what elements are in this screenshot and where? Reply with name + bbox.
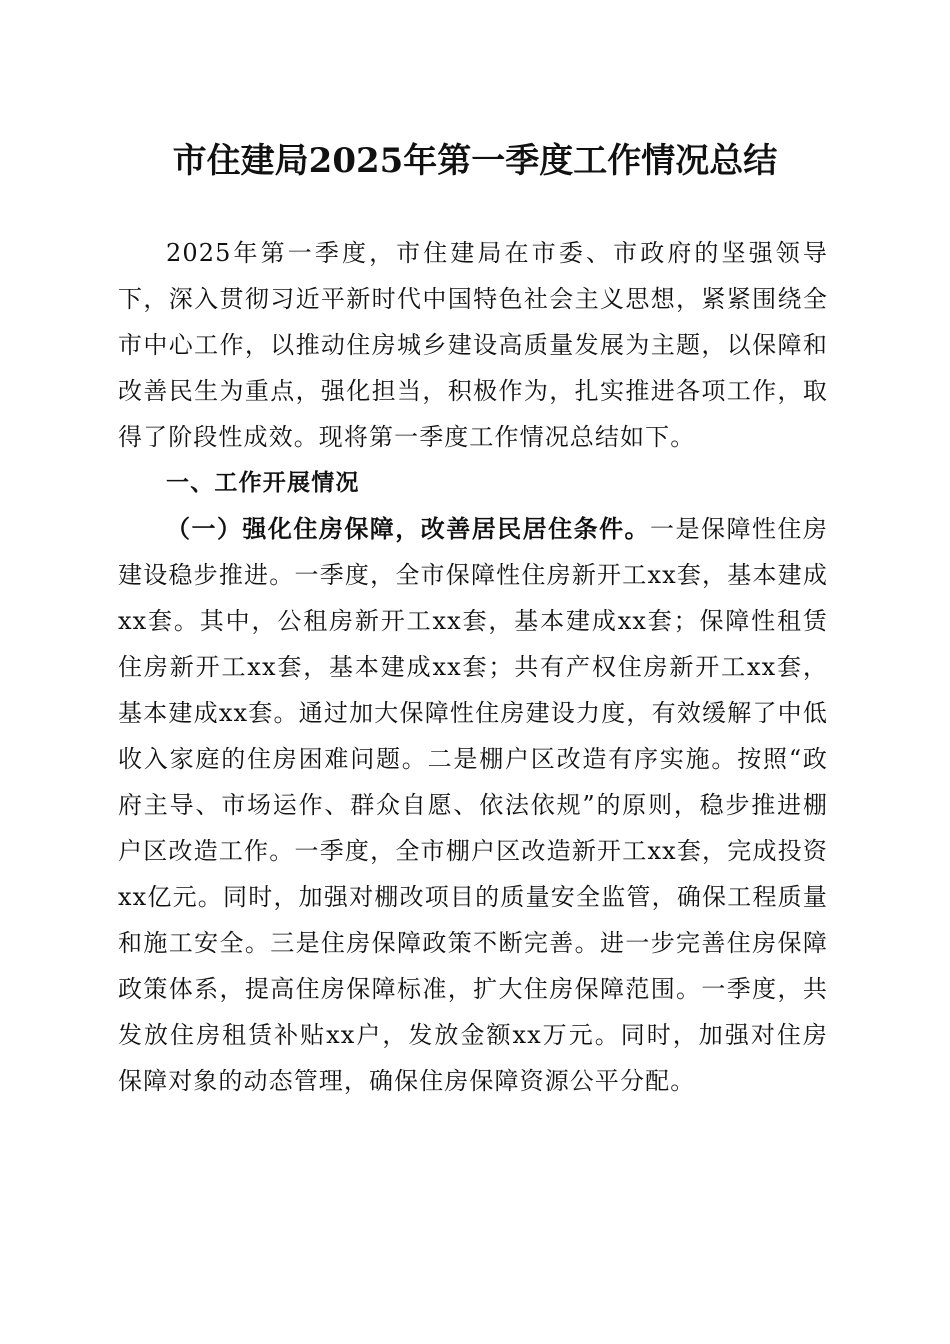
intro-paragraph: 2025年第一季度，市住建局在市委、市政府的坚强领导下，深入贯彻习近平新时代中国特色社会主义思想，紧紧围绕全市中心工作，以推动住房城乡建设高质量发展为主题，以保障和改善民生为重点，强化担当，积极作为，扎实推进各项工作，取得了阶段性成效。现将第一季度工作情况总结如下。 — [118, 239, 828, 451]
document-body — [118, 230, 828, 1104]
section-heading: 一、工作开展情况 — [166, 470, 360, 496]
subsection-lead: （一）强化住房保障，改善居民居住条件。 — [166, 514, 651, 543]
document-title: 市住建局2025年第一季度工作情况总结 — [172, 141, 778, 181]
subsection-paragraph — [118, 506, 828, 1104]
subsection-text: 一是保障性住房建设稳步推进。一季度，全市保障性住房新开工xx套，基本建成xx套。其中，公租房新开工xx套，基本建成xx套；保障性租赁住房新开工xx套，基本建成xx套；共有产权住房新开工xx套，基本建成xx套。通过加大保障性住房建设力度，有效缓解了中低收入家庭的住房困难问题。二是棚户区改造有序实施。按照“政府主导、市场运作、群众自愿、依法依规”的原则，稳步推进棚户区改造工作。一季度，全市棚户区改造新开工xx套，完成投资xx亿元。同时，加强对棚改项目的质量安全监管，确保工程质量和施工安全。三是住房保障政策不断完善。进一步完善住房保障政策体系，提高住房保障标准，扩大住房保障范围。一季度，共发放住房租赁补贴xx户，发放金额xx万元。同时，加强对住房保障对象的动态管理，确保住房保障资源公平分配。 — [118, 515, 829, 1095]
